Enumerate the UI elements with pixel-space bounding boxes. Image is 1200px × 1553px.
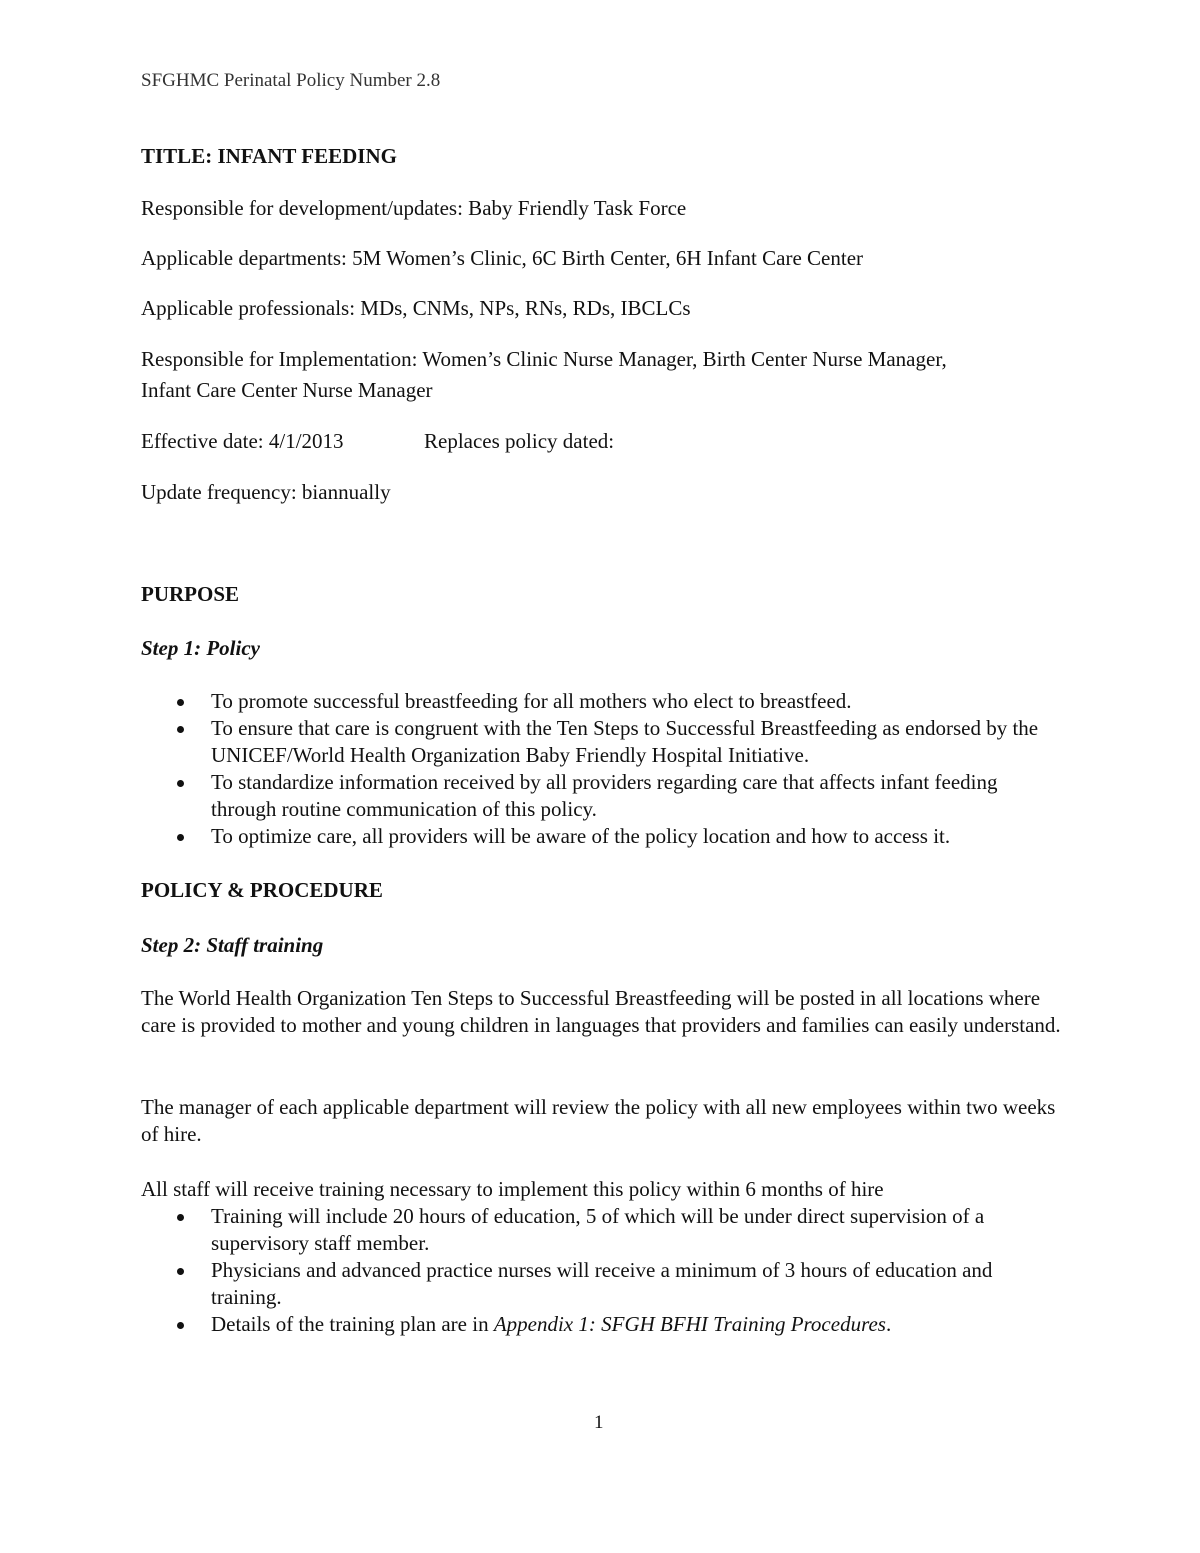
paragraph-manager-review: The manager of each applicable department will review the policy with all new employees within two weeks of hire.	[141, 1095, 1056, 1146]
list-item: Physicians and advanced practice nurses will receive a minimum of 3 hours of education and training.	[141, 1257, 1061, 1311]
page-number: 1	[594, 1412, 604, 1433]
list-item: To standardize information received by all providers regarding care that affects infant feeding through routine communication of this policy.	[141, 769, 1061, 823]
bullet-icon	[177, 1214, 184, 1221]
update-frequency: Update frequency: biannually	[141, 480, 391, 504]
bullet-icon	[177, 1322, 184, 1329]
responsible-implementation-cont: Infant Care Center Nurse Manager	[141, 378, 433, 402]
list-item: Training will include 20 hours of education, 5 of which will be under direct supervision of a supervisory staff member.	[141, 1203, 1061, 1257]
bullet-icon	[177, 834, 184, 841]
responsible-implementation: Responsible for Implementation: Women’s Clinic Nurse Manager, Birth Center Nurse Manager,	[141, 347, 947, 371]
step-1-heading: Step 1: Policy	[141, 636, 260, 660]
list-item: To ensure that care is congruent with the Ten Steps to Successful Breastfeeding as endorsed by the UNICEF/World Health Organization Baby Friendly Hospital Initiative.	[141, 715, 1061, 769]
document-title: TITLE: INFANT FEEDING	[141, 144, 397, 168]
bullet-icon	[177, 726, 184, 733]
effective-date: Effective date: 4/1/2013	[141, 429, 344, 453]
bullet-icon	[177, 780, 184, 787]
responsible-development: Responsible for development/updates: Baby Friendly Task Force	[141, 196, 687, 220]
bullet-icon	[177, 1268, 184, 1275]
bullet-icon	[177, 699, 184, 706]
policy-procedure-heading: POLICY & PROCEDURE	[141, 878, 383, 902]
list-item: Details of the training plan are in Appendix 1: SFGH BFHI Training Procedures.	[141, 1311, 1061, 1338]
running-header: SFGHMC Perinatal Policy Number 2.8	[141, 70, 441, 91]
step-2-heading: Step 2: Staff training	[141, 933, 324, 957]
applicable-departments: Applicable departments: 5M Women’s Clinic, 6C Birth Center, 6H Infant Care Center	[141, 246, 864, 270]
training-bullet-list	[141, 1203, 1061, 1338]
applicable-professionals: Applicable professionals: MDs, CNMs, NPs, RNs, RDs, IBCLCs	[141, 296, 691, 320]
paragraph-ten-steps: The World Health Organization Ten Steps to Successful Breastfeeding will be posted in all locations where care is provided to mother and young children in languages that providers and families can easily understand.	[141, 986, 1061, 1037]
list-item: To optimize care, all providers will be aware of the policy location and how to access it.	[141, 823, 1061, 850]
paragraph-staff-training: All staff will receive training necessary to implement this policy within 6 months of hire	[141, 1177, 884, 1201]
replaces-policy: Replaces policy dated:	[424, 429, 615, 453]
purpose-heading: PURPOSE	[141, 582, 240, 606]
list-item: To promote successful breastfeeding for all mothers who elect to breastfeed.	[141, 688, 1061, 715]
appendix-reference: Appendix 1: SFGH BFHI Training Procedures	[493, 1312, 886, 1336]
purpose-bullet-list	[141, 688, 1061, 850]
